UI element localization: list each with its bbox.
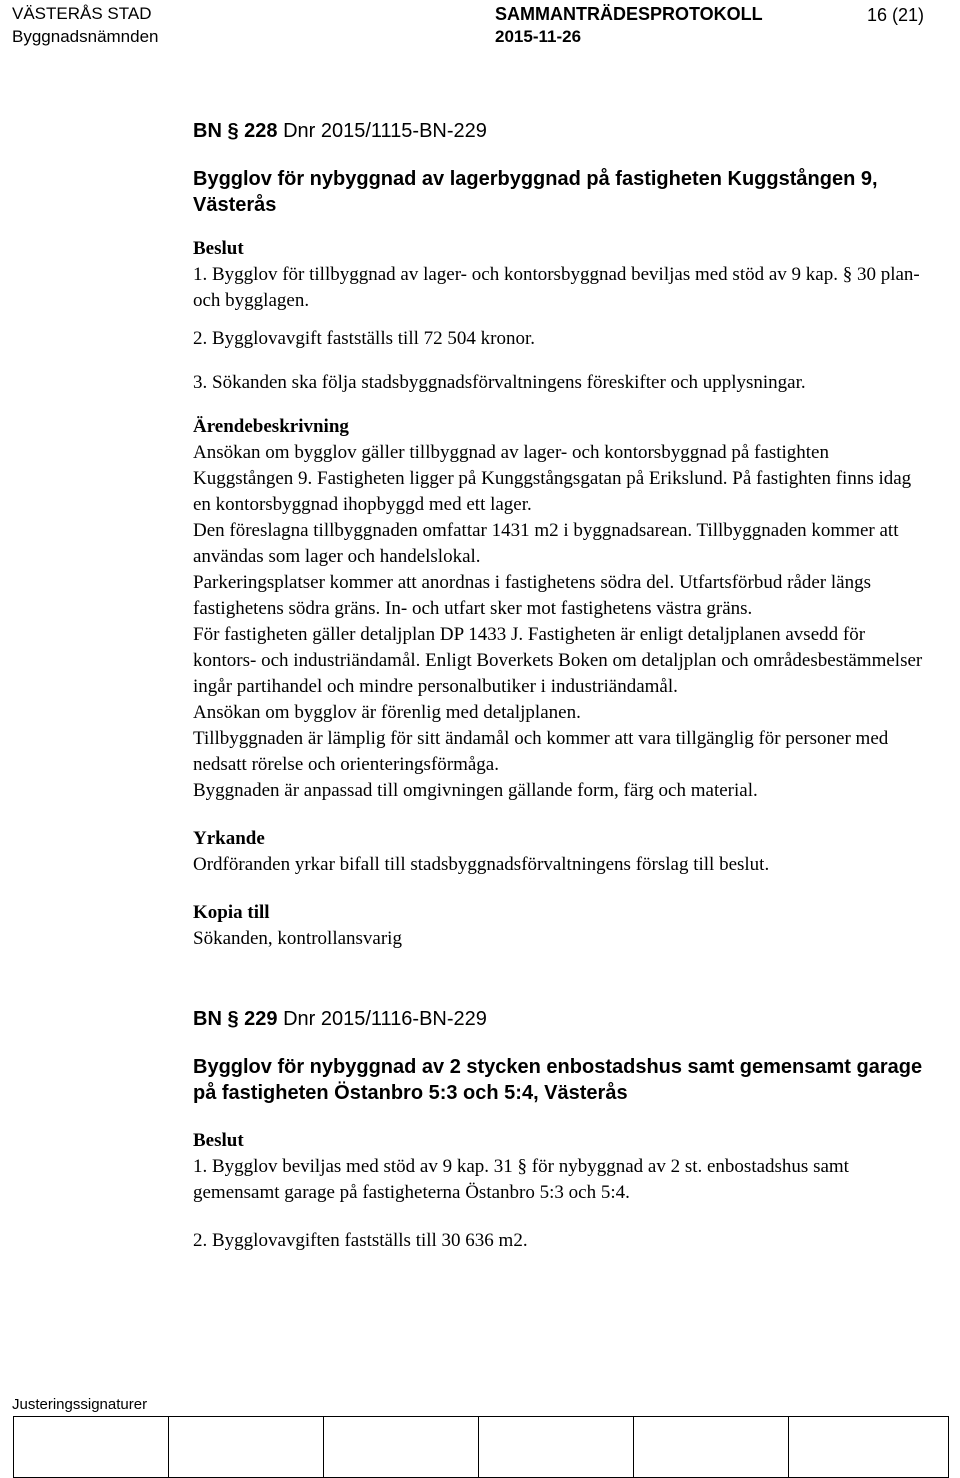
arende-paragraph: Tillbyggnaden är lämplig för sitt ändamål och kommer att vara tillgänglig för personer med nedsatt rörelse och orienteringsförmåga. <box>193 728 889 775</box>
arendebeskrivning-label: Ärendebeskrivning <box>193 416 349 437</box>
case-heading <box>193 1006 933 1032</box>
arende-paragraph: För fastigheten gäller detaljplan DP 1433 J. Fastigheten är enligt detaljplanen avsedd för kontors- och industriändamål. Enligt Boverkets Boken om detaljplan och områdesbestämmelser ingår partihandel och mindre personalbutiker i industriändamål. <box>193 624 923 697</box>
section-sign: § <box>227 120 239 142</box>
kopia-label: Kopia till <box>193 902 270 923</box>
case-heading <box>193 118 933 144</box>
arende-paragraph: Parkeringsplatser kommer att anordnas i fastighetens södra del. Utfartsförbud råder längs fastighetens södra gräns. In- och utfart sker mot fastighetens västra gräns. <box>193 572 871 619</box>
signature-cell <box>14 1417 169 1477</box>
beslut-item: 1. Bygglov för tillbyggnad av lager- och kontorsbyggnad beviljas med stöd av 9 kap. § 30 plan- och bygglagen. <box>193 264 920 311</box>
section-sign: § <box>227 1008 239 1030</box>
case-prefix: BN <box>193 1008 222 1030</box>
signature-cell <box>479 1417 634 1477</box>
case-title: Bygglov för nybyggnad av lagerbyggnad på fastigheten Kuggstången 9, Västerås <box>193 168 878 216</box>
beslut-item: 1. Bygglov beviljas med stöd av 9 kap. 31 § för nybyggnad av 2 st. enbostadshus samt gemensamt garage på fastigheterna Östanbro 5:3 och 5:4. <box>193 1156 849 1203</box>
case-number: 229 <box>244 1008 278 1030</box>
signature-cell <box>634 1417 789 1477</box>
signature-cell <box>789 1417 948 1477</box>
beslut-item: 3. Sökanden ska följa stadsbyggnadsförvaltningens föreskifter och upplysningar. <box>193 372 806 393</box>
case-228 <box>193 118 933 952</box>
case-title: Bygglov för nybyggnad av 2 stycken enbostadshus samt gemensamt garage på fastigheten Östanbro 5:3 och 5:4, Västerås <box>193 1056 923 1104</box>
case-dnr: Dnr 2015/1116-BN-229 <box>283 1008 487 1030</box>
kopia-text: Sökanden, kontrollansvarig <box>193 928 402 949</box>
beslut-label: Beslut <box>193 1130 244 1151</box>
arende-paragraph: Byggnaden är anpassad till omgivningen gällande form, färg och material. <box>193 780 758 801</box>
header-document-title: SAMMANTRÄDESPROTOKOLL <box>495 4 763 24</box>
yrkande-label: Yrkande <box>193 828 265 849</box>
arende-paragraph: Den föreslagna tillbyggnaden omfattar 1431 m2 i byggnadsarean. Tillbyggnaden kommer att användas som lager och handelslokal. <box>193 520 899 567</box>
case-number: 228 <box>244 120 278 142</box>
signature-box <box>13 1416 949 1478</box>
case-dnr: Dnr 2015/1115-BN-229 <box>283 120 487 142</box>
case-229 <box>193 1006 933 1254</box>
header-board: Byggnadsnämnden <box>12 27 159 46</box>
beslut-item: 2. Bygglovavgift fastställs till 72 504 kronor. <box>193 328 535 349</box>
signature-cell <box>169 1417 324 1477</box>
main-content <box>193 118 933 1254</box>
beslut-item: 2. Bygglovavgiften fastställs till 30 636 m2. <box>193 1230 528 1251</box>
signatures-label: Justeringssignaturer <box>12 1396 148 1413</box>
header-organization: VÄSTERÅS STAD <box>12 4 152 23</box>
arende-paragraph: Ansökan om bygglov är förenlig med detaljplanen. <box>193 702 581 723</box>
arende-paragraph: Ansökan om bygglov gäller tillbyggnad av lager- och kontorsbyggnad på fastighten Kuggstången 9. Fastigheten ligger på Kunggstångsgatan på Erikslund. På fastighten finns idag en kontorsbyggnad ihopbyggd med ett lager. <box>193 442 912 515</box>
case-prefix: BN <box>193 120 222 142</box>
signature-cell <box>324 1417 479 1477</box>
yrkande-text: Ordföranden yrkar bifall till stadsbyggnadsförvaltningens förslag till beslut. <box>193 854 770 875</box>
header-date: 2015-11-26 <box>495 27 582 46</box>
header-page-number: 16 (21) <box>867 5 925 25</box>
beslut-label: Beslut <box>193 238 244 259</box>
